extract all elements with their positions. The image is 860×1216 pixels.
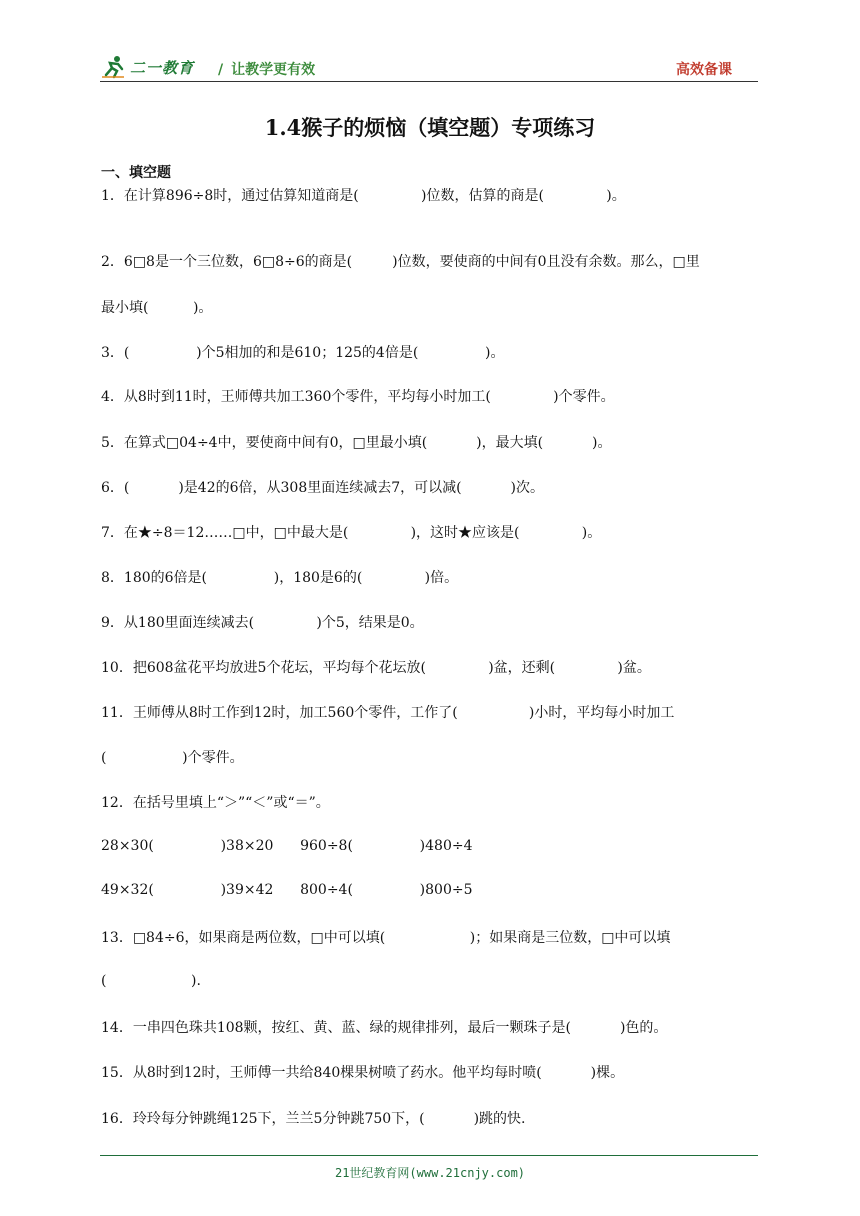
- question-line: ( ).: [101, 973, 201, 989]
- slogan-slash: /: [218, 62, 224, 78]
- question-line: 13．□84÷6，如果商是两位数，□中可以填( )；如果商是三位数，□中可以填: [101, 930, 671, 946]
- question-line: 15．从8时到12时，王师傅一共给840棵果树喷了药水。他平均每时喷( )棵。: [101, 1065, 625, 1081]
- question-line: 8．180的6倍是( )，180是6的( )倍。: [101, 570, 459, 586]
- question-line: 4．从8时到11时，王师傅共加工360个零件，平均每小时加工( )个零件。: [101, 389, 615, 405]
- question-line: 最小填( )。: [101, 300, 213, 316]
- question-line: 5．在算式□04÷4中，要使商中间有0，□里最小填( )，最大填( )。: [101, 435, 612, 451]
- question-line: 12．在括号里填上“＞”“＜”或“＝”。: [101, 795, 330, 811]
- question-line: 14．一串四色珠共108颗，按红、黄、蓝、绿的规律排列，最后一颗珠子是( )色的。: [101, 1020, 668, 1036]
- footer-divider: [100, 1155, 758, 1156]
- logo: [100, 54, 194, 80]
- logo-text: 二一教育: [130, 58, 195, 77]
- question-line: 1．在计算896÷8时，通过估算知道商是( )位数，估算的商是( )。: [101, 188, 626, 204]
- question-line: 6．( )是42的6倍，从308里面连续减去7，可以减( )次。: [101, 480, 545, 496]
- header-slogan: [218, 59, 315, 79]
- section-heading: 一、填空题: [101, 165, 171, 181]
- page-header: [100, 54, 760, 84]
- question-line: 28×30( )38×20 960÷8( )480÷4: [101, 838, 473, 854]
- question-line: 11．王师傅从8时工作到12时，加工560个零件，工作了( )小时，平均每小时加工: [101, 705, 675, 721]
- header-brand-right: 高效备课: [676, 62, 732, 78]
- question-line: ( )个零件。: [101, 750, 244, 766]
- question-line: 9．从180里面连续减去( )个5，结果是0。: [101, 615, 424, 631]
- question-line: 10．把608盆花平均放进5个花坛，平均每个花坛放( )盆，还剩( )盆。: [101, 660, 651, 676]
- page-title: 1.4猴子的烦恼（填空题）专项练习: [264, 115, 596, 140]
- question-line: 49×32( )39×42 800÷4( )800÷5: [101, 882, 473, 898]
- page-footer: 21世纪教育网(www.21cnjy.com): [334, 1166, 526, 1180]
- header-divider: [100, 81, 758, 82]
- question-line: 16．玲玲每分钟跳绳125下，兰兰5分钟跳750下，( )跳的快.: [101, 1111, 526, 1127]
- runner-logo-icon: [100, 55, 126, 79]
- slogan-text: 让教学更有效: [231, 62, 316, 78]
- question-line: 7．在★÷8＝12……□中，□中最大是( )，这时★应该是( )。: [101, 525, 602, 541]
- question-line: 3．( )个5相加的和是610；125的4倍是( )。: [101, 345, 505, 361]
- question-line: 2．6□8是一个三位数，6□8÷6的商是( )位数，要使商的中间有0且没有余数。那么，□里: [101, 254, 700, 270]
